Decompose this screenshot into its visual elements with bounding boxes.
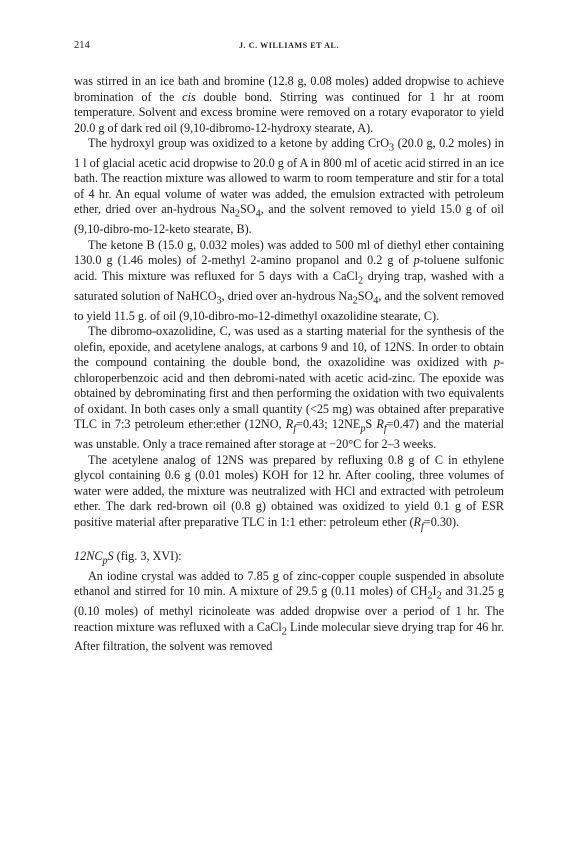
document-page [74,40,504,655]
paragraph: An iodine crystal was added to 7.85 g of zinc-copper couple suspended in absolute ethanol and stirred for 10 min. A mixture of 29.5 g (0.11 moles) of $CH_2I_2$ and 31.25 g (0.10 moles) of methyl ricinoleate was added dropwise over a period of 1 hr. The reaction mixture was refluxed with a CaCl$_2$ Linde molecular sieve drying trap for 46 hr. After filtration, the solvent was removed [74,568,504,654]
running-head: J. C. WILLIAMS ET AL. [238,41,340,50]
paragraph: The ketone B (15.0 g, 0.032 moles) was added to 500 ml of diethyl ether containing 130.0 g (1.46 moles) of 2-methyl 2-amino propanol and 0.2 g of p-toluene sulfonic acid. This mixture was refluxed for 5 days with a CaCl$_2$ drying trap, washed with a saturated solution of NaHCO$_3$, dried over an-hydrous $Na_2SO_4$, and the solvent removed to yield 11.5 g. of oil (9,10-dibro-mo-12-dimethyl oxazolidine stearate, C). [74,237,504,323]
paragraph: The hydroxyl group was oxidized to a ketone by adding CrO$_3$ (20.0 g, 0.2 moles) in 1 l of glacial acetic acid dropwise to 20.0 g of A in 800 ml of acetic acid stirred in an ice bath. The reaction mixture was allowed to warm to room temperature and stir for a total of 4 hr. An equal volume of water was added, the emulsion extracted with petroleum ether, dried over an-hydrous $Na_2SO_4$, and the solvent removed to yield 15.0 g of oil (9,10-dibro-mo-12-keto stearate, B). [74,136,504,237]
body-text [74,74,504,655]
paragraph: was stirred in an ice bath and bromine (12.8 g, 0.08 moles) added dropwise to achieve bromination of the cis double bond. Stirring was continued for 1 hr at room temperature. Solvent and excess bromine were removed on a rotary evaporator to yield 20.0 g of dark red oil (9,10-dibromo-12-hydroxy stearate, A). [74,74,504,135]
paragraph: The acetylene analog of 12NS was prepared by refluxing 0.8 g of C in ethylene glycol containing 0.6 g (0.01 moles) KOH for 12 hr. After cooling, three volumes of water were added, the mixture was neutralized with HCl and extracted with petroleum ether. The dark red-brown oil (0.8 g) obtained was oxidized to yield 0.1 g of ESR positive material after preparative TLC in 1:1 ether: petroleum ether $(R_f=0.30)$. [74,452,504,533]
page-header [74,40,504,58]
page-number: 214 [74,40,90,51]
paragraph: The dibromo-oxazolidine, C, was used as a starting material for the synthesis of the olefin, epoxide, and acetylene analogs, at carbons 9 and 10, of 12NS. In order to obtain the compound containing the double bond, the oxazolidine was oxidized with p-chloroperbenzoic acid and then debromi-nated with acetic acid-zinc. The epoxide was obtained by debrominating first and then performing the oxidation with two equivalents of oxidant. In both cases only a small quantity (<25 mg) was obtained after preparative TLC in 7:3 petroleum ether:ether (12NO, $R_f=0.43$; $12NE_pS$ $R_f=0.47$) and the material was unstable. Only a trace remained after storage at −20°C for 2–3 weeks. [74,324,505,452]
section-heading: $12NC_pS$ (fig. 3, XVI): [74,548,182,567]
